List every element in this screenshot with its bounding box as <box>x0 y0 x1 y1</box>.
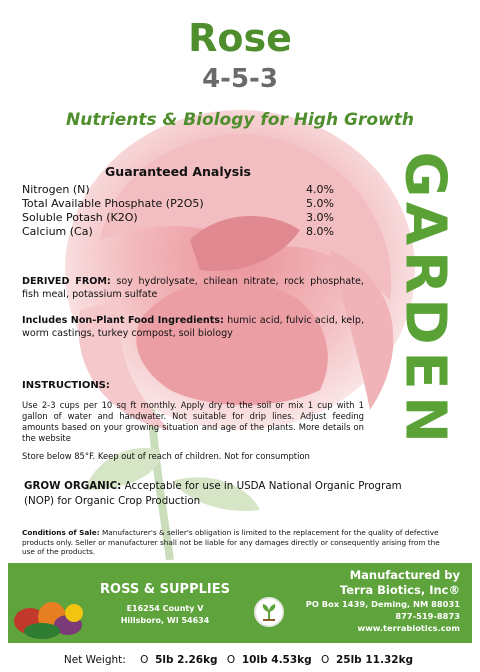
product-name: Rose <box>188 16 292 60</box>
option-marker: O <box>140 654 149 666</box>
weight-option-10lb[interactable] <box>227 654 312 666</box>
analysis-name: Calcium (Ca) <box>22 225 93 238</box>
vegetables-image <box>12 593 86 639</box>
weight-option-label: 5lb 2.26kg <box>155 654 218 666</box>
organic-text: Acceptable for use in USDA National Organic Program (NOP) for Organic Crop Production <box>24 480 402 507</box>
includes-label: Includes Non-Plant Food Ingredients: <box>22 315 224 326</box>
derived-from <box>22 276 364 301</box>
analysis-row <box>22 183 334 197</box>
weight-option-label: 25lb 11.32kg <box>335 654 414 666</box>
option-marker: O <box>321 654 330 666</box>
garden-letter: E <box>392 351 458 390</box>
non-plant-ingredients <box>22 315 364 340</box>
manufacturer-name: Terra Biotics, Inc® <box>339 583 460 597</box>
analysis-row <box>22 225 334 239</box>
weight-option-25lb[interactable] <box>321 654 413 666</box>
manufactured-by: Manufactured by <box>349 568 460 582</box>
instructions-heading: INSTRUCTIONS: <box>22 380 110 391</box>
storage-warning: Store below 85°F. Keep out of reach of children. Not for consumption <box>22 451 310 461</box>
derived-label: DERIVED FROM: <box>22 276 111 287</box>
guaranteed-analysis <box>22 164 334 239</box>
conditions-label: Conditions of Sale: <box>22 528 100 537</box>
garden-letter: A <box>392 201 458 246</box>
organic-label: GROW ORGANIC: <box>24 480 122 492</box>
garden-letter: G <box>392 151 458 198</box>
npk-ratio: 4-5-3 <box>202 64 278 94</box>
analysis-row <box>22 211 334 225</box>
retailer-address-2: Hillsboro, WI 54634 <box>120 616 210 625</box>
weight-option-5lb[interactable] <box>140 654 217 666</box>
weight-option-label: 10lb 4.53kg <box>241 654 312 666</box>
vertical-brand-garden <box>390 150 460 444</box>
footer-banner <box>8 563 472 643</box>
analysis-value: 3.0% <box>306 211 334 224</box>
manufacturer-block <box>260 568 460 634</box>
retailer-name: ROSS & SUPPLIES <box>100 582 230 597</box>
garden-letter: R <box>392 250 458 295</box>
net-weight <box>0 654 480 666</box>
includes-text: humic acid, fulvic acid, kelp, worm castings, turkey compost, soil biology <box>22 315 365 339</box>
analysis-value: 4.0% <box>306 183 334 196</box>
option-marker: O <box>226 654 236 666</box>
manufacturer-website: www.terrabiotics.com <box>357 623 460 633</box>
manufacturer-address: PO Box 1439, Deming, NM 88031 <box>305 599 460 609</box>
net-weight-label: Net Weight: <box>63 654 126 666</box>
analysis-name: Nitrogen (N) <box>22 183 90 196</box>
manufacturer-phone: 877-519-8873 <box>395 611 460 621</box>
analysis-name: Soluble Potash (K2O) <box>22 211 138 224</box>
retailer-block <box>80 582 250 627</box>
analysis-name: Total Available Phosphate (P2O5) <box>22 197 204 210</box>
analysis-row <box>22 197 334 211</box>
derived-text: soy hydrolysate, chilean nitrate, rock phosphate, fish meal, potassium sulfate <box>22 276 364 300</box>
guaranteed-analysis-title: Guaranteed Analysis <box>105 164 251 179</box>
garden-letter: D <box>392 298 458 345</box>
analysis-value: 5.0% <box>306 197 334 210</box>
tagline: Nutrients & Biology for High Growth <box>66 110 414 130</box>
garden-letter: N <box>392 396 458 443</box>
conditions-of-sale <box>22 528 452 557</box>
analysis-value: 8.0% <box>306 225 334 238</box>
conditions-text: Manufacturer's & seller's obligation is limited to the replacement for the quality of defective products only. Seller or manufacturer shall not be liable for any damages directly or consequently arising from the use of the products. <box>22 528 440 556</box>
instructions-text: Use 2-3 cups per 10 sq ft monthly. Apply dry to the soil or mix 1 cup with 1 gallon of water and handwater. Not suitable for drip lines. Adjust feeding amounts based on your growing situation and age of the plants. More details on the website <box>22 400 364 443</box>
retailer-address-1: E16254 County V <box>126 604 204 613</box>
grow-organic <box>24 479 424 509</box>
